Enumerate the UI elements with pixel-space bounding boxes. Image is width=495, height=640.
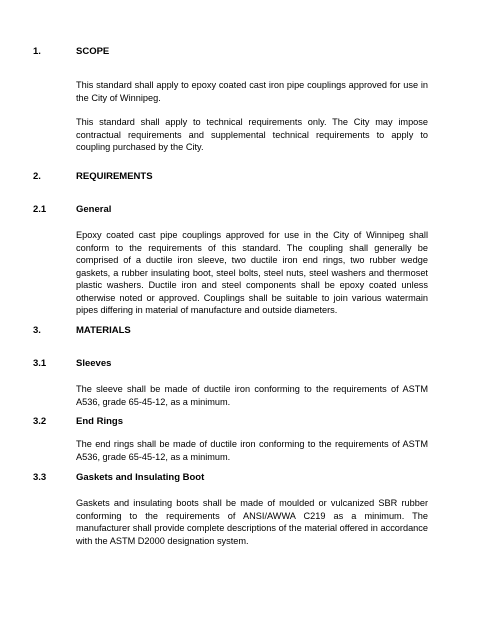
sleeves-paragraph: The sleeve shall be made of ductile iron conforming to the requirements of ASTM A536, grade 65-45-12, as a minimum. [76, 384, 428, 407]
section-number: 2.1 [33, 204, 47, 215]
section-title: General [76, 204, 112, 215]
general-paragraph: Epoxy coated cast pipe couplings approved for use in the City of Winnipeg shall conform to the requirements of this standard. The coupling shall generally be comprised of a ductile iron sleeve, two ductile iron end rings, two rubber wedge gaskets, a rubber insulating boot, steel bolts, steel nuts, steel washers and thermoset plastic washers. Ductile iron and steel components shall be epoxy coated unless otherwise noted or approved. Couplings shall be suitable to join various watermain pipes differing in material of manufacture and outside diameters. [76, 230, 428, 315]
section-number: 2. [33, 171, 41, 182]
section-title: Sleeves [76, 358, 112, 369]
section-number: 3.3 [33, 472, 47, 483]
end-rings-paragraph: The end rings shall be made of ductile iron conforming to the requirements of ASTM A536, grade 65-45-12, as a minimum. [76, 439, 428, 462]
section-number: 3.1 [33, 358, 47, 369]
section-title: End Rings [76, 416, 123, 427]
section-title: MATERIALS [76, 325, 131, 336]
gaskets-paragraph: Gaskets and insulating boots shall be made of moulded or vulcanized SBR rubber conforming to the requirements of ANSI/AWWA C219 as a minimum. The manufacturer shall provide complete descriptions of the material offered in accordance with the ASTM D2000 designation system. [76, 498, 428, 546]
section-title: REQUIREMENTS [76, 171, 153, 182]
section-number: 1. [33, 46, 41, 57]
section-title: SCOPE [76, 46, 110, 57]
section-number: 3.2 [33, 416, 47, 427]
section-number: 3. [33, 325, 41, 336]
scope-paragraph-1: This standard shall apply to epoxy coated cast iron pipe couplings approved for use in the City of Winnipeg. [76, 80, 428, 103]
scope-paragraph-2: This standard shall apply to technical requirements only. The City may impose contractual requirements and supplemental technical requirements to apply to coupling purchased by the City. [76, 117, 428, 152]
section-title: Gaskets and Insulating Boot [76, 472, 205, 483]
